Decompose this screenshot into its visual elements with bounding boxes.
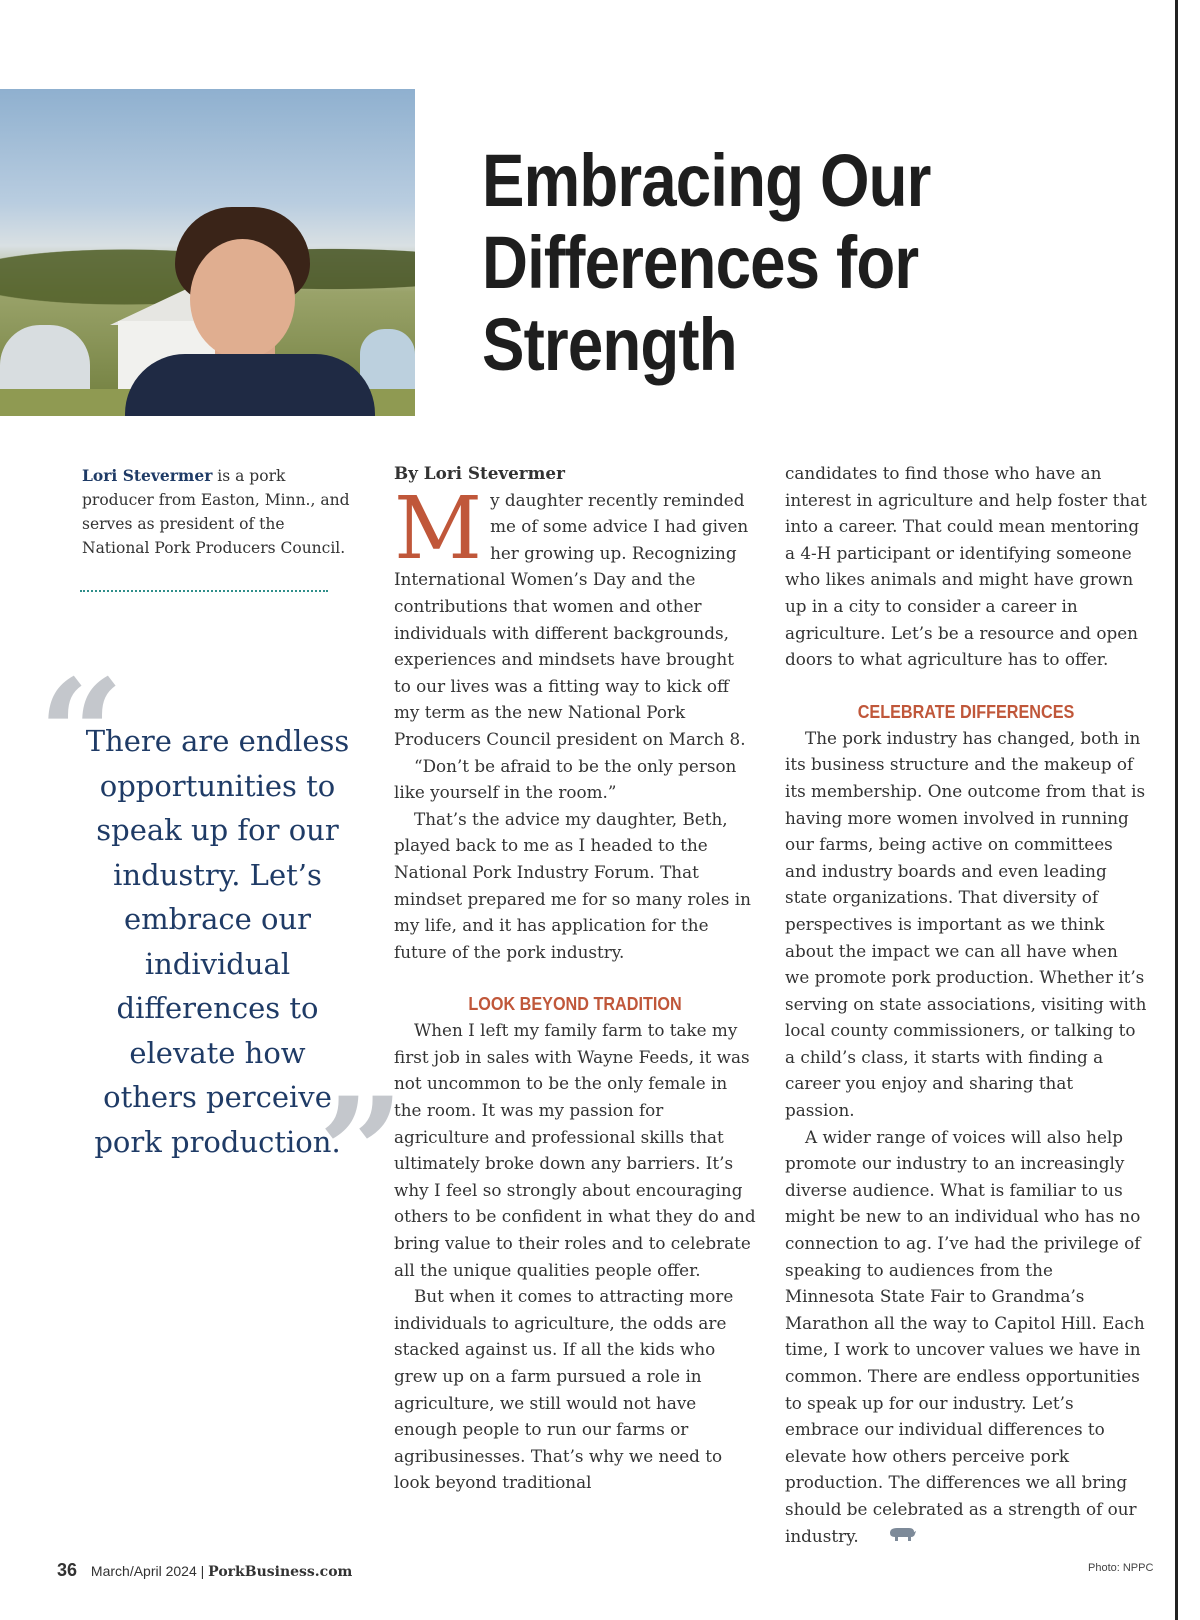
paragraph-1: My daughter recently reminded me of some advice I had given her growing up. Recognizing International Women’s Day and the contributions that women and other individuals with different backgrounds, experiences and mindsets have brought to our lives was a fitting way to kick off my term as the new National Pork Producers Council president on March 8. <box>394 478 749 749</box>
paragraph-5: But when it comes to attracting more individuals to agriculture, the odds are stacked against us. If all the kids who grew up on a farm pursued a role in agriculture, we still would not have enough people to run our farms or agribusinesses. That’s why we need to look beyond traditional <box>394 1286 734 1493</box>
article-column-2 <box>785 460 1147 1550</box>
article-column-1 <box>394 460 756 1496</box>
photo-credit: Photo: NPPC <box>1088 1562 1154 1574</box>
paragraph-8: A wider range of voices will also help promote our industry to an increasingly diverse audience. What is familiar to us might be new to an individual who has no connection to ag. I’ve had the privilege of speaking to audiences from the Minnesota State Fair to Grandma’s Marathon all the way to Capitol Hill. Each time, I work to uncover values we have in common. There are endless opportunities to speak up for our industry. Let’s embrace our individual differences to elevate how others perceive pork production. The differences we all bring should be celebrated as a strength of our industry. <box>785 1124 1147 1551</box>
page-footer <box>57 1560 352 1581</box>
open-quote-icon: “ <box>38 647 125 823</box>
shirt-logo <box>255 389 325 409</box>
author-bio-text: is a pork producer from Easton, Minn., and serves as president of the National Pork Producers Council. <box>82 467 350 557</box>
paragraph-2: “Don’t be afraid to be the only person like yourself in the room.” <box>394 755 737 803</box>
footer-separator: | <box>200 1563 205 1579</box>
issue-date: March/April 2024 <box>90 1563 197 1579</box>
paragraph-6: candidates to find those who have an interest in agriculture and help foster that into a career. That could mean mentoring a 4-H participant or identifying someone who likes animals and might have grown up in a city to consider a career in agriculture. Let’s be a resource and open doors to what agriculture has to offer. <box>785 463 1147 670</box>
pig-icon <box>867 1524 917 1551</box>
paragraph-4: When I left my family farm to take my first job in sales with Wayne Feeds, it was not uncommon to be the only female in the room. It was my passion for agriculture and professional skills that ultimately broke down any barriers. It’s why I feel so strongly about encouraging others to be confident in what they do and bring value to their roles and to celebrate all the unique qualities people offer. <box>394 1020 756 1280</box>
drop-cap: M <box>394 478 483 579</box>
dotted-divider <box>80 590 328 592</box>
pull-quote: There are endless opportunities to speak up for our industry. Let’s embrace our individual differences to elevate how others perceive pork production. <box>85 724 350 1159</box>
site-link[interactable]: PorkBusiness.com <box>208 1564 353 1580</box>
author-photo <box>0 89 415 416</box>
author-bio <box>82 464 352 560</box>
paragraph-7: The pork industry has changed, both in its business structure and the makeup of its membership. One outcome from that is having more women involved in running our farms, being active on committees and industry boards and even leading state organizations. That diversity of perspectives is important as we think about the impact we can all have when we promote pork production. Whether it’s serving on state associations, visiting with local county commissioners, or talking to a child’s class, it starts with finding a career you enjoy and sharing that passion. <box>785 727 1147 1121</box>
page-edge-rule <box>1175 0 1178 1620</box>
author-name: Lori Stevermer <box>82 466 213 485</box>
close-quote-icon: ” <box>318 1065 405 1241</box>
paragraph-3: That’s the advice my daughter, Beth, played back to me as I headed to the National Pork Industry Forum. That mindset prepared me for so many roles in my life, and it has application for the future of the pork industry. <box>394 808 751 962</box>
byline: By Lori Stevermer <box>394 463 565 483</box>
page-number: 36 <box>57 1560 78 1580</box>
subhead-look-beyond-tradition: LOOK BEYOND TRADITION <box>468 994 682 1015</box>
subhead-celebrate-differences: CELEBRATE DIFFERENCES <box>857 701 1075 722</box>
article-title: Embracing Our Differences for Strength <box>482 139 931 386</box>
